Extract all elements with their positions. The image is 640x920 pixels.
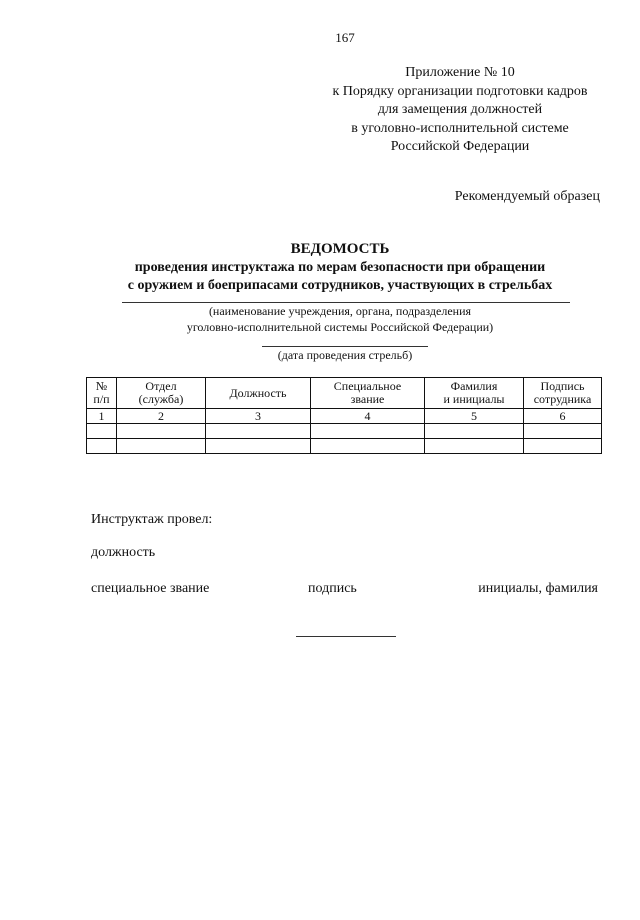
title-subline: с оружием и боеприпасами сотрудников, участвующих в стрельбах [127,277,553,293]
appendix-line: Приложение № 10 [405,65,515,80]
briefing-register-table [86,377,602,454]
table-row [87,439,602,454]
header-name: Фамилия и инициалы [425,378,524,409]
table-numbering-row [87,409,602,424]
header-position: Должность [206,378,311,409]
column-number: 1 [87,409,117,424]
caption-line: уголовно-исполнительной системы Российской Федерации) [186,320,494,334]
page-number: 167 [335,30,355,45]
table-cell[interactable] [524,439,602,454]
column-number: 3 [206,409,311,424]
column-number: 4 [311,409,425,424]
column-number: 5 [425,409,524,424]
table-cell[interactable] [311,424,425,439]
position-label: должность [91,545,156,560]
table-cell[interactable] [524,424,602,439]
signature-label: подпись [308,581,357,596]
table-cell[interactable] [117,424,206,439]
table-header-row [87,378,602,409]
end-divider [296,636,396,637]
conducted-by-label: Инструктаж провел: [91,512,213,527]
header-number: № п/п [87,378,117,409]
appendix-line: Российской Федерации [390,139,530,154]
table-cell[interactable] [206,439,311,454]
table-cell[interactable] [311,439,425,454]
column-number: 2 [117,409,206,424]
title-main: ВЕДОМОСТЬ [290,241,390,257]
table-cell[interactable] [425,439,524,454]
institution-caption [60,303,620,335]
header-signature: Подпись сотрудника [524,378,602,409]
table-row [87,424,602,439]
initials-surname-label: инициалы, фамилия [478,581,598,596]
recommended-sample-label: Рекомендуемый образец [454,189,600,204]
table-cell[interactable] [87,424,117,439]
header-department: Отдел (служба) [117,378,206,409]
column-number: 6 [524,409,602,424]
document-title [60,239,620,294]
table-cell[interactable] [87,439,117,454]
header-rank: Специальное звание [311,378,425,409]
title-subline: проведения инструктажа по мерам безопасности при обращении [134,260,546,275]
table-cell[interactable] [117,439,206,454]
appendix-line: для замещения должностей [377,102,543,117]
appendix-line: в уголовно-исполнительной системе [351,120,569,136]
table-cell[interactable] [425,424,524,439]
appendix-header [300,64,620,157]
date-caption: (дата проведения стрельб) [277,348,413,362]
appendix-line: к Порядку организации подготовки кадров [332,83,588,99]
caption-line: (наименование учреждения, органа, подразделения [208,304,472,318]
rank-label: специальное звание [91,581,210,596]
table-cell[interactable] [206,424,311,439]
